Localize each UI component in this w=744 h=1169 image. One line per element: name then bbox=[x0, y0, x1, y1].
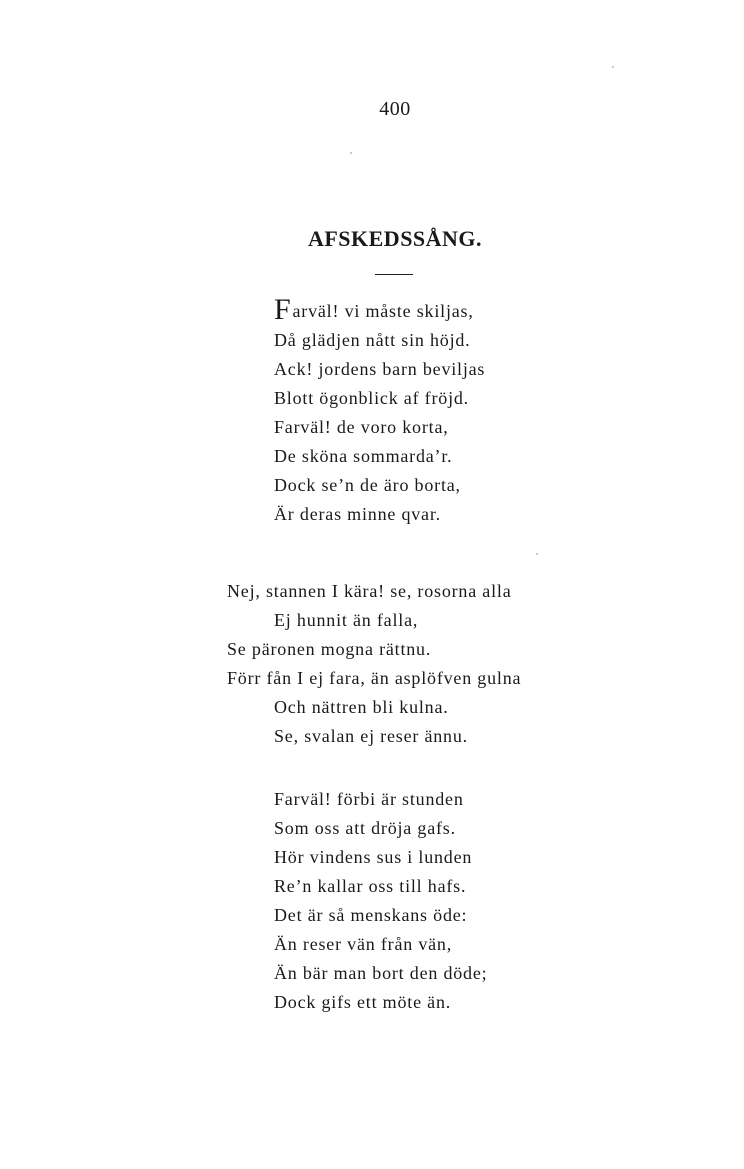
poem-line-text: arväl! vi måste skiljas, bbox=[292, 301, 474, 321]
poem-line: Se, svalan ej reser ännu. bbox=[274, 726, 468, 746]
poem-line: Förr fån I ej fara, än asplöfven gulna bbox=[227, 668, 522, 688]
poem-line: Är deras minne qvar. bbox=[274, 504, 441, 524]
paper-speck bbox=[350, 152, 352, 154]
drop-cap: F bbox=[274, 293, 292, 326]
poem-line: Då glädjen nått sin höjd. bbox=[274, 330, 471, 350]
poem-line: Än reser vän från vän, bbox=[274, 934, 453, 954]
stanza-3 bbox=[0, 785, 744, 1017]
poem-line: Farväl! de voro korta, bbox=[274, 417, 449, 437]
poem-line: Dock se’n de äro borta, bbox=[274, 475, 461, 495]
poem-line: Och nättren bli kulna. bbox=[274, 697, 449, 717]
poem-line: Se päronen mogna rättnu. bbox=[227, 639, 432, 659]
poem-line: Farväl! förbi är stunden bbox=[274, 789, 464, 809]
poem-line bbox=[0, 293, 744, 326]
page-number: 400 bbox=[379, 98, 411, 120]
poem-line: Som oss att dröja gafs. bbox=[274, 818, 456, 838]
poem-line: Det är så menskans öde: bbox=[274, 905, 468, 925]
poem-line: Dock gifs ett möte än. bbox=[274, 992, 452, 1012]
poem-line: Blott ögonblick af fröjd. bbox=[274, 388, 469, 408]
poem-line: Ej hunnit än falla, bbox=[274, 610, 419, 630]
stanza-1 bbox=[0, 293, 744, 529]
title-divider bbox=[375, 274, 413, 275]
poem-line: De sköna sommarda’r. bbox=[274, 446, 453, 466]
poem-line: Hör vindens sus i lunden bbox=[274, 847, 473, 867]
stanza-2 bbox=[0, 577, 744, 751]
poem-line: Nej, stannen I kära! se, rosorna alla bbox=[227, 581, 512, 601]
paper-speck bbox=[536, 553, 538, 555]
poem-line: Än bär man bort den döde; bbox=[274, 963, 488, 983]
paper-speck bbox=[612, 66, 614, 68]
poem-title: AFSKEDSSÅNG. bbox=[307, 226, 483, 251]
poem-line: Ack! jordens barn beviljas bbox=[274, 359, 486, 379]
poem-line: Re’n kallar oss till hafs. bbox=[274, 876, 467, 896]
